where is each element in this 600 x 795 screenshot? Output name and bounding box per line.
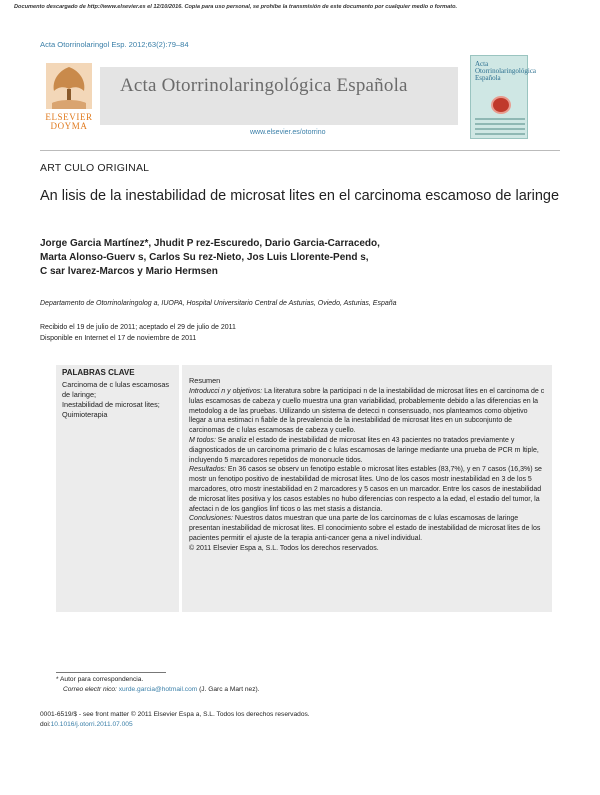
journal-title: Acta Otorrinolaringológica Española bbox=[120, 75, 408, 96]
keywords-list bbox=[62, 380, 174, 420]
keyword-item: Inestabilidad de microsat lites; bbox=[62, 400, 160, 409]
email-link[interactable]: xurde.garcia@hotmail.com bbox=[118, 686, 198, 693]
abstract-paragraph bbox=[189, 436, 545, 465]
abstract-heading: Resumen bbox=[189, 376, 221, 385]
cover-text-lines bbox=[475, 118, 525, 138]
publisher-name bbox=[40, 113, 98, 131]
journal-header bbox=[40, 55, 458, 145]
abstract-paragraph bbox=[189, 387, 545, 436]
abstract-paragraph bbox=[189, 514, 545, 543]
front-matter bbox=[40, 710, 310, 730]
journal-citation[interactable]: Acta Otorrinolaringol Esp. 2012;63(2):79–84 bbox=[40, 40, 189, 49]
download-watermark: Documento descargado de http://www.elsevier.es el 12/10/2016. Copia para uso personal, se prohíbe la transmisión de este documento por cualquier medio o formato. bbox=[14, 4, 458, 10]
header-divider bbox=[40, 150, 560, 151]
abstract-label: M todos: bbox=[189, 436, 216, 444]
article-type: ART CULO ORIGINAL bbox=[40, 162, 150, 174]
footnote-divider bbox=[56, 672, 166, 673]
doi-label: doi: bbox=[40, 721, 51, 728]
author-line: Jorge Garcia Martínez*, Jhudit P rez-Escuredo, Dario Garcia-Carracedo, bbox=[40, 238, 380, 249]
doi-line bbox=[40, 720, 310, 730]
journal-cover-thumbnail[interactable] bbox=[470, 55, 537, 139]
abstract-text: En 36 casos se observ un fenotipo estable o microsat lites estables (83,7%), y en 7 casos (16,3%) se mostr un fenotipo positivo de inestabilidad de microsat lites. Uno de los casos mostr inestabilidad en 3 de los 5 marcadores, otro mostr inestabilidad en 2 marcadores y 5 casos en un marcador. Entre los casos de inestabilidad de microsat lites positiva y los casos estables no hubo diferencias con respecto a la edad, el estadio del tumor, la afectaci n de los ganglios linf ticos o las met stasis a distancia. bbox=[189, 466, 542, 513]
author-line: C sar lvarez-Marcos y Mario Hermsen bbox=[40, 266, 218, 277]
journal-url-link[interactable]: www.elsevier.es/otorrino bbox=[250, 129, 326, 136]
article-title: An lisis de la inestabilidad de microsat lites en el carcinoma escamoso de laringe bbox=[40, 188, 560, 204]
keywords-heading: PALABRAS CLAVE bbox=[62, 368, 135, 377]
abstract-label: Conclusiones: bbox=[189, 515, 233, 523]
article-history bbox=[40, 322, 236, 344]
author-affiliation: Departamento de Otorrinolaringolog a, IUOPA, Hospital Universitario Central de Asturias, Oviedo, Asturias, España bbox=[40, 300, 397, 307]
keyword-item: Quimioterapia bbox=[62, 410, 108, 419]
author-list bbox=[40, 237, 560, 279]
cover-image bbox=[491, 96, 511, 114]
abstract-text: Nuestros datos muestran que una parte de los carcinomas de c lulas escamosas de laringe presentan inestabilidad de microsat lites. El conocimiento sobre el estado de inestabilidad de microsat lites de los pacientes permitir el ajuste de la terapia anti-cancer gena a nivel individual. bbox=[189, 515, 541, 542]
publisher-name-line-2: DOYMA bbox=[50, 121, 88, 131]
keyword-item: Carcinoma de c lulas escamosas de laringe; bbox=[62, 380, 170, 399]
abstract-label: Resultados: bbox=[189, 466, 226, 474]
abstract-text: La literatura sobre la participaci n de la inestabilidad de microsat lites en el carcinoma de c lulas escamosas de cabeza y cuello muestra una gran variabilidad, probablemente debido a las diferencias en la metodolog a de las pruebas. Utilizando un sistema de detecci n consensuado, nos planteamos como objetivo llegar a una estimaci n fiable de la prevalencia de la inestabilidad de microsat lites en un subconjunto de carcinomas de c lulas escamosas de cabeza y cuello. bbox=[189, 388, 545, 435]
abstract-paragraph bbox=[189, 465, 545, 514]
email-label: Correo electr nico: bbox=[63, 686, 117, 693]
cover-title: Acta Otorrinolaringológica Española bbox=[475, 60, 537, 82]
correspondence-email bbox=[63, 686, 260, 693]
online-date: Disponible en Internet el 17 de noviembre de 2011 bbox=[40, 335, 197, 342]
author-line: Marta Alonso-Guerv s, Carlos Su rez-Nieto, Jos Luis Llorente-Pend s, bbox=[40, 252, 369, 263]
abstract-text: Se analiz el estado de inestabilidad de microsat lites en 43 pacientes no tratados previamente y diagnosticados de un carcinoma primario de c lulas escamosas de laringe mediante una prueba de PCR m ltiple, incluyendo 5 marcadores repetidos de mononucle tidos. bbox=[189, 436, 539, 464]
email-suffix: (J. Garc a Mart nez). bbox=[197, 686, 260, 693]
correspondence-note: * Autor para correspondencia. bbox=[56, 676, 144, 683]
received-date: Recibido el 19 de julio de 2011; aceptado el 29 de julio de 2011 bbox=[40, 324, 236, 331]
front-matter-line: 0001-6519/$ - see front matter © 2011 Elsevier Espa a, S.L. Todos los derechos reservados. bbox=[40, 711, 310, 718]
abstract-copyright: © 2011 Elsevier Espa a, S.L. Todos los derechos reservados. bbox=[189, 544, 379, 552]
publisher-name-line-1: ELSEVIER bbox=[45, 112, 93, 122]
doi-link[interactable]: 10.1016/j.otorri.2011.07.005 bbox=[50, 721, 133, 728]
abstract-body bbox=[189, 387, 545, 554]
abstract-label: Introducci n y objetivos: bbox=[189, 388, 263, 395]
